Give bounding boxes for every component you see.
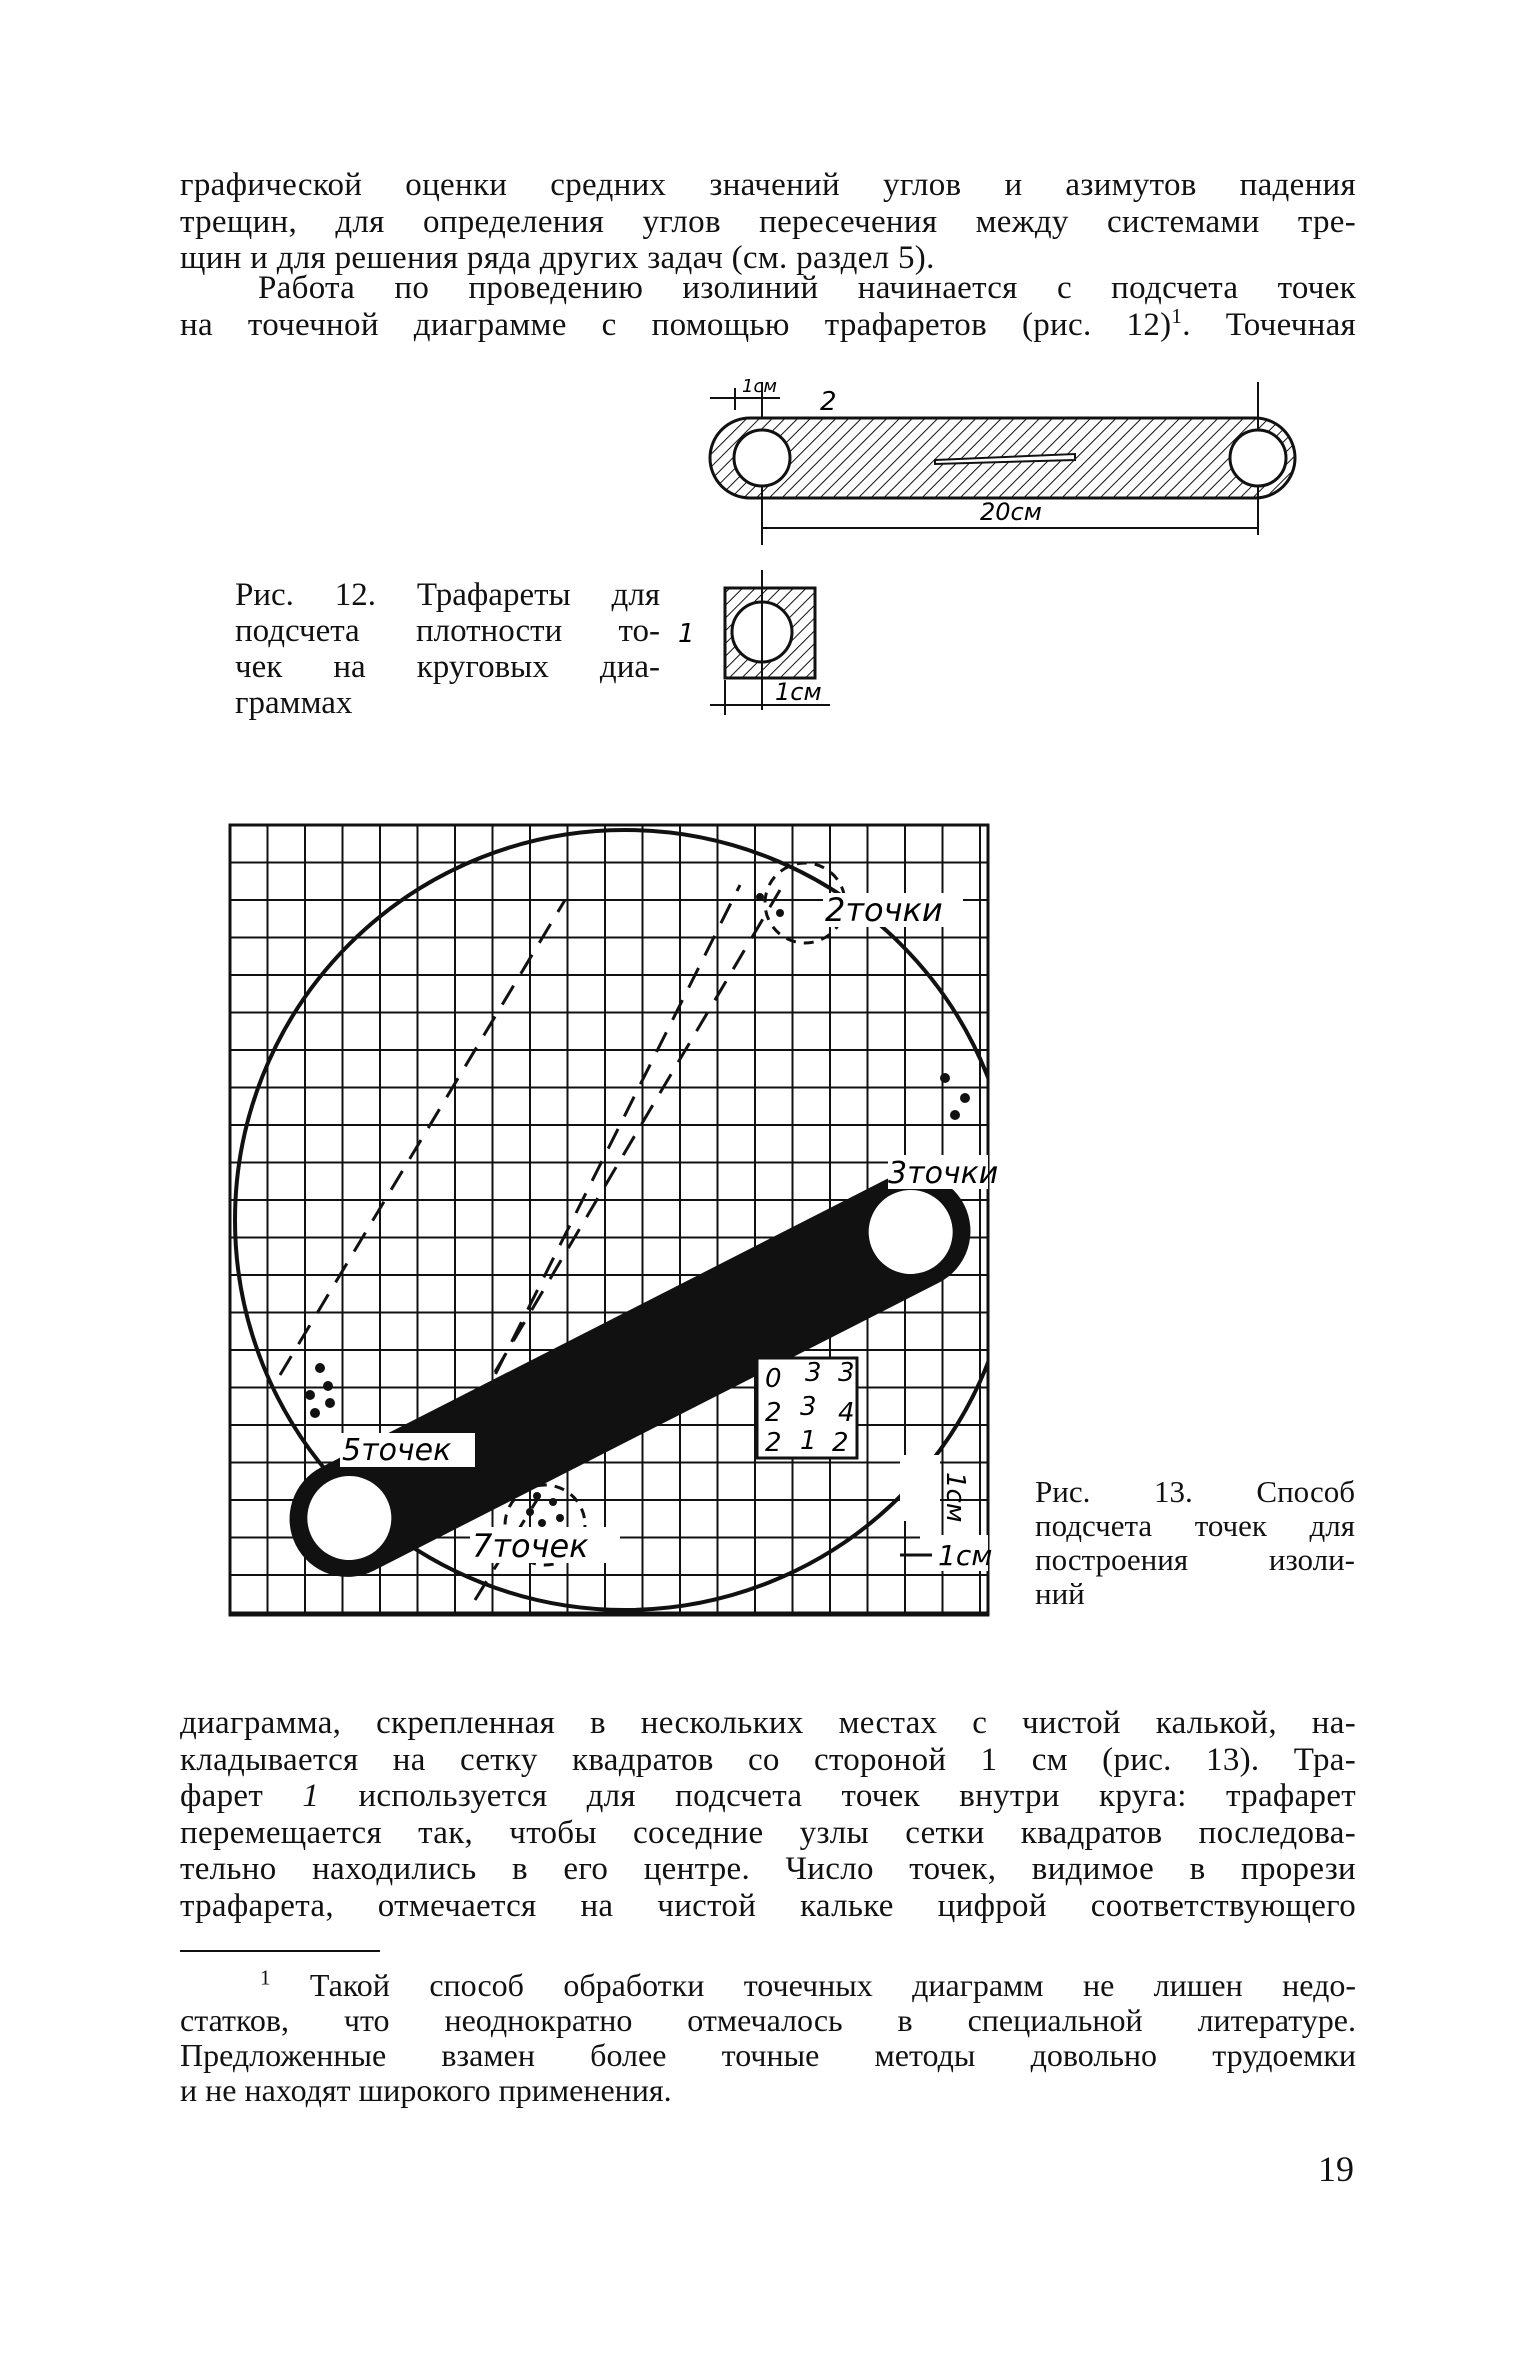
text-line: Работа по проведению изолиний начинается с подсчета точек bbox=[258, 270, 1356, 306]
stencil-2 bbox=[710, 418, 1295, 498]
footnote-divider bbox=[180, 1950, 380, 1952]
text-line bbox=[180, 1965, 1356, 2003]
caption-line: ний bbox=[1035, 1576, 1085, 1611]
text-line: трафарета, отмечается на чистой кальке цифрой соответствующего bbox=[180, 1887, 1356, 1924]
dim-1cm-top-label: 1см bbox=[742, 376, 777, 397]
page-number: 19 bbox=[1318, 2149, 1354, 2189]
grid-number: 2 bbox=[832, 1428, 849, 1458]
text-line: трещин, для определения углов пересечения между системами тре- bbox=[180, 203, 1356, 240]
label-7-points: 7точек bbox=[472, 1527, 589, 1565]
caption-line: граммах bbox=[235, 685, 353, 721]
second-paragraph bbox=[180, 270, 1356, 343]
grid-number: 3 bbox=[838, 1358, 855, 1388]
grid-number: 3 bbox=[805, 1358, 822, 1388]
text-segment: фарет bbox=[180, 1778, 303, 1814]
caption-line: Рис. 13. Способ bbox=[1035, 1474, 1355, 1509]
grid-number: 3 bbox=[800, 1392, 817, 1422]
text-line: и не находят широкого применения. bbox=[180, 2072, 672, 2108]
dim-20cm-label: 20см bbox=[980, 498, 1042, 526]
text-segment: используется для подсчета точек внутри круга: трафарет bbox=[319, 1778, 1356, 1814]
stencil-1 bbox=[725, 588, 815, 678]
figure-12-caption bbox=[235, 577, 660, 721]
caption-line: построения изоли- bbox=[1035, 1542, 1355, 1577]
figure-13-diagram bbox=[220, 815, 1010, 1625]
text-line bbox=[180, 1778, 1356, 1815]
label-3-points: 3точки bbox=[888, 1156, 999, 1191]
stencil-2-label: 2 bbox=[820, 387, 837, 417]
grid-number: 1 bbox=[800, 1426, 817, 1456]
text-line: тельно находились в его центре. Число точек, видимое в прорези bbox=[180, 1851, 1356, 1887]
grid-number: 2 bbox=[765, 1398, 782, 1428]
caption-line: подсчета точек для bbox=[1035, 1508, 1355, 1543]
label-2-points: 2точки bbox=[825, 891, 943, 929]
text-line: диаграмма, скрепленная в нескольких местах с чистой калькой, на- bbox=[180, 1705, 1356, 1741]
text-line: кладывается на сетку квадратов со стороной 1 см (рис. 13). Тра- bbox=[180, 1741, 1356, 1778]
label-1cm-horizontal: 1см bbox=[938, 1539, 993, 1572]
grid-number: 2 bbox=[765, 1428, 782, 1458]
label-1cm-vertical: 1см bbox=[940, 1472, 970, 1523]
grid-number: 0 bbox=[765, 1364, 782, 1394]
footnote-marker: 1 bbox=[1171, 303, 1183, 328]
stencil-1-label: 1 bbox=[678, 619, 695, 649]
text-segment: на точечной диаграмме с помощью трафаретов (рис. 12) bbox=[180, 306, 1172, 343]
text-line: графической оценки средних значений углов и азимутов падения bbox=[180, 167, 1356, 203]
label-5-points: 5точек bbox=[342, 1433, 452, 1468]
figure-13-caption bbox=[1035, 1475, 1355, 1611]
footnote-marker: 1 bbox=[260, 1965, 271, 1990]
stencil-2-overlay bbox=[270, 1153, 991, 1597]
text-line: Предложенные взамен более точные методы довольно трудоемки bbox=[180, 2037, 1356, 2073]
text-line bbox=[180, 303, 1356, 344]
text-line: перемещается так, чтобы соседние узлы сетки квадратов последова- bbox=[180, 1814, 1356, 1851]
dim-1cm-bottom-label: 1см bbox=[775, 678, 822, 706]
text-segment: Такой способ обработки точечных диаграмм не лишен недо- bbox=[270, 1967, 1356, 2003]
text-line: щин и для решения ряда других задач (см. раздел 5). bbox=[180, 240, 935, 276]
top-paragraph bbox=[180, 167, 1356, 277]
stencil-number: 1 bbox=[302, 1778, 320, 1814]
grid-number: 4 bbox=[838, 1398, 855, 1428]
caption-line: чек на круговых диа- bbox=[235, 649, 660, 685]
caption-line: подсчета плотности то- bbox=[235, 613, 660, 649]
caption-line: Рис. 12. Трафареты для bbox=[235, 577, 660, 613]
text-segment: . Точечная bbox=[1182, 306, 1356, 343]
footnote bbox=[180, 1965, 1356, 2108]
text-line: статков, что неоднократно отмечалось в специальной литературе. bbox=[180, 2002, 1356, 2038]
figure-12-stencils bbox=[680, 370, 1320, 730]
bottom-paragraph bbox=[180, 1705, 1356, 1924]
